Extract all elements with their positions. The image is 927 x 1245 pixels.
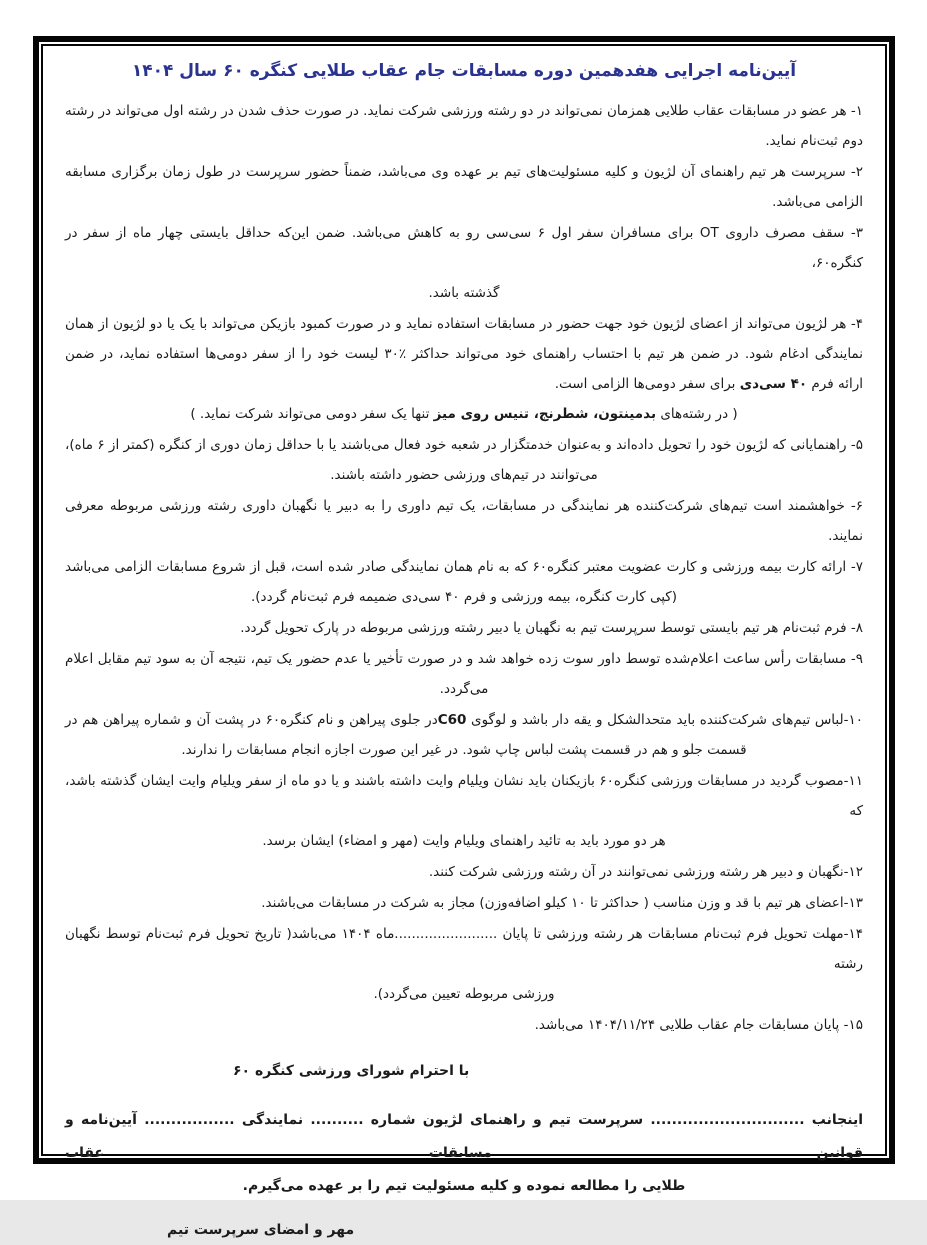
rule-line	[65, 613, 863, 643]
rule-text: دوم ثبت‌نام نماید.	[765, 133, 863, 149]
rule-text: ۱- هر عضو در مسابقات عقاب طلایی همزمان نمی‌تواند در دو رشته ورزشی شرکت نماید. در صورت حذف شدن در رشته اول می‌تواند در رشته	[65, 103, 863, 119]
declaration-line	[65, 1104, 863, 1170]
rule-text: ۱۴-مهلت تحویل فرم ثبت‌نام مسابقات هر رشته ورزشی تا پایان ........................ماه ۱۴۰۴ می‌باشد( تاریخ تحویل فرم ثبت‌نام توسط نگهبان رشته	[65, 926, 863, 972]
rule-text: می‌توانند در تیم‌های ورزشی حضور داشته باشند.	[330, 467, 598, 483]
rule-item-۳	[65, 218, 863, 308]
rule-text-bold: بدمینتون، شطرنج، تنیس روی میز	[433, 406, 657, 422]
rule-line	[65, 96, 863, 126]
rule-text: ۱۰-لباس تیم‌های شرکت‌کننده باید متحدالشکل و یقه دار باشد و لوگوی	[466, 712, 863, 728]
rule-line	[65, 552, 863, 582]
rule-text-bold: ۴۰ سی‌دی	[739, 376, 808, 392]
rule-text: ۱۲-نگهبان و دبیر هر رشته ورزشی نمی‌توانند در آن رشته ورزشی شرکت کنند.	[428, 864, 863, 880]
rule-item-۱۳	[65, 888, 863, 918]
rule-item-۷	[65, 552, 863, 612]
rule-text: ۴- هر لژیون می‌تواند از اعضای لژیون خود جهت حضور در مسابقات استفاده نماید و در صورت کمبود بازیکن می‌تواند با یک یا دو لژیون از همان	[65, 316, 863, 332]
rule-item-۱۰	[65, 705, 863, 765]
rule-text: ۱۱-مصوب گردید در مسابقات ورزشی کنگره۶۰ بازیکنان باید نشان ویلیام وایت داشته باشند و یا دو ماه از سفر ویلیام وایت ایشان گذشته باشد، که	[65, 773, 863, 819]
declaration-line	[65, 1170, 863, 1203]
rule-line	[65, 826, 863, 856]
rules-list	[65, 96, 863, 1040]
rule-item-۶	[65, 491, 863, 551]
rule-text: ۸- فرم ثبت‌نام هر تیم بایستی توسط سرپرست تیم به نگهبان یا دبیر رشته ورزشی مربوطه در پارک تحویل گردد.	[240, 620, 863, 636]
rule-item-۱۱	[65, 766, 863, 856]
rule-line	[65, 766, 863, 826]
rule-item-۱۴	[65, 919, 863, 1009]
rule-line	[65, 460, 863, 490]
rule-item-۸	[65, 613, 863, 643]
rule-line	[65, 369, 863, 399]
rule-item-۱	[65, 96, 863, 156]
rule-line	[65, 399, 863, 429]
rule-text: الزامی می‌باشد.	[772, 194, 863, 210]
regards-line: با احترام شورای ورزشی کنگره ۶۰	[233, 1063, 470, 1079]
rule-line	[65, 491, 863, 521]
rule-line	[65, 430, 863, 460]
rule-line	[65, 126, 863, 156]
stamp-signature-line: مهر و امضای سرپرست تیم	[167, 1222, 355, 1238]
rule-line	[65, 888, 863, 918]
rule-item-۲	[65, 157, 863, 217]
rule-text: ۱۵- پایان مسابقات جام عقاب طلایی ۱۴۰۴/۱۱/۲۴ می‌باشد.	[534, 1017, 863, 1033]
rule-text: قسمت جلو و هم در قسمت پشت لباس چاپ شود. در غیر این صورت اجازه انجام مسابقات را ندارند.	[181, 742, 747, 758]
rule-text: ۶- خواهشمند است تیم‌های شرکت‌کننده هر نمایندگی در مسابقات، یک تیم داوری را به دبیر یا نگهبان داوری رشته ورزشی مربوطه معرفی	[65, 498, 863, 514]
rule-line	[65, 857, 863, 887]
rule-line	[65, 735, 863, 765]
rule-line	[65, 644, 863, 674]
rule-item-۴	[65, 309, 863, 429]
rule-text: می‌گردد.	[439, 681, 489, 697]
rule-text: ۲- سرپرست هر تیم راهنمای آن لژیون و کلیه مسئولیت‌های تیم بر عهده وی می‌باشد، ضمناً حضور سرپرست در طول زمان برگزاری مسابقه	[65, 164, 863, 180]
rule-text: هر دو مورد باید به تائید راهنمای ویلیام وایت (مهر و امضاء) ایشان برسد.	[262, 833, 666, 849]
rule-text: ۵- راهنمایانی که لژیون خود را تحویل داده‌اند و به‌عنوان خدمتگزار در شعبه خود فعال می‌باشند یا با حداقل زمان دوری از کنگره (کمتر از ۶ ماه)،	[65, 437, 863, 453]
rule-text: ۷- ارائه کارت بیمه ورزشی و کارت عضویت معتبر کنگره۶۰ که به نام همان نمایندگی صادر شده است، قبل از شروع مسابقات الزامی می‌باشد	[65, 559, 863, 575]
rule-text: ( در رشته‌های	[656, 406, 738, 422]
rule-line	[65, 339, 863, 369]
rule-line	[65, 157, 863, 187]
rule-line	[65, 187, 863, 217]
rule-line	[65, 919, 863, 979]
rule-text: ارائه فرم	[807, 376, 863, 392]
rule-text-bold: C60	[437, 712, 467, 728]
rule-item-۱۲	[65, 857, 863, 887]
rule-text: نمایند.	[828, 528, 863, 544]
rule-text: طلایی را مطالعه نموده و کلیه مسئولیت تیم را بر عهده می‌گیرم.	[242, 1178, 686, 1194]
rule-line	[65, 979, 863, 1009]
rule-line	[65, 521, 863, 551]
rule-text: (کپی کارت کنگره، بیمه ورزشی و فرم ۴۰ سی‌دی ضمیمه فرم ثبت‌نام گردد).	[251, 589, 677, 605]
rule-text: اینجانب ............................. سرپرست تیم و راهنمای لژیون شماره .......... نمایندگی ................. آیین‌نامه و قوانین مسابقات عقاب	[65, 1112, 863, 1161]
rule-item-۹	[65, 644, 863, 704]
rule-text: تنها یک سفر دومی می‌تواند شرکت نماید. )	[190, 406, 434, 422]
rule-line	[65, 674, 863, 704]
rule-text: گذشته باشد.	[428, 285, 500, 301]
declaration-paragraph	[65, 1104, 863, 1203]
rule-text: ۳- سقف مصرف داروی OT برای مسافران سفر اول ۶ سی‌سی رو به کاهش می‌باشد. ضمن این‌که حداقل بایستی چهار ماه از سفر در کنگره۶۰،	[65, 225, 863, 271]
rule-text: ۹- مسابقات رأس ساعت اعلام‌شده توسط داور سوت زده خواهد شد و در صورت تأخیر یا عدم حضور یک تیم، نتیجه آن به سود تیم مقابل اعلام	[65, 651, 863, 667]
rule-line	[65, 705, 863, 735]
rule-line	[65, 218, 863, 278]
rule-text: در جلوی پیراهن و نام کنگره۶۰ در پشت آن و شماره پیراهن هم در	[65, 712, 438, 728]
document-content	[65, 50, 863, 1238]
document-border	[33, 36, 895, 1238]
rule-text: ۱۳-اعضای هر تیم با قد و وزن مناسب ( حداکثر تا ۱۰ کیلو اضافه‌وزن) مجاز به شرکت در مسابقات می‌باشند.	[261, 895, 863, 911]
rule-line	[65, 582, 863, 612]
rule-text: نمایندگی ادغام شود. در ضمن هر تیم با احتساب راهنمای خود می‌تواند حداکثر ٪۳۰ لیست خود را از سفر دومی‌ها استفاده نماید، در ضمن	[65, 346, 863, 362]
rule-text: برای سفر دومی‌ها الزامی است.	[554, 376, 740, 392]
page-title: آیین‌نامه اجرایی هفدهمین دوره مسابقات جام عقاب طلایی کنگره ۶۰ سال ۱۴۰۴	[131, 61, 797, 81]
rule-item-۱۵	[65, 1010, 863, 1040]
rule-text: ورزشی مربوطه تعیین می‌گردد).	[373, 986, 555, 1002]
rule-line	[65, 1010, 863, 1040]
rule-line	[65, 309, 863, 339]
rule-item-۵	[65, 430, 863, 490]
rule-line	[65, 278, 863, 308]
